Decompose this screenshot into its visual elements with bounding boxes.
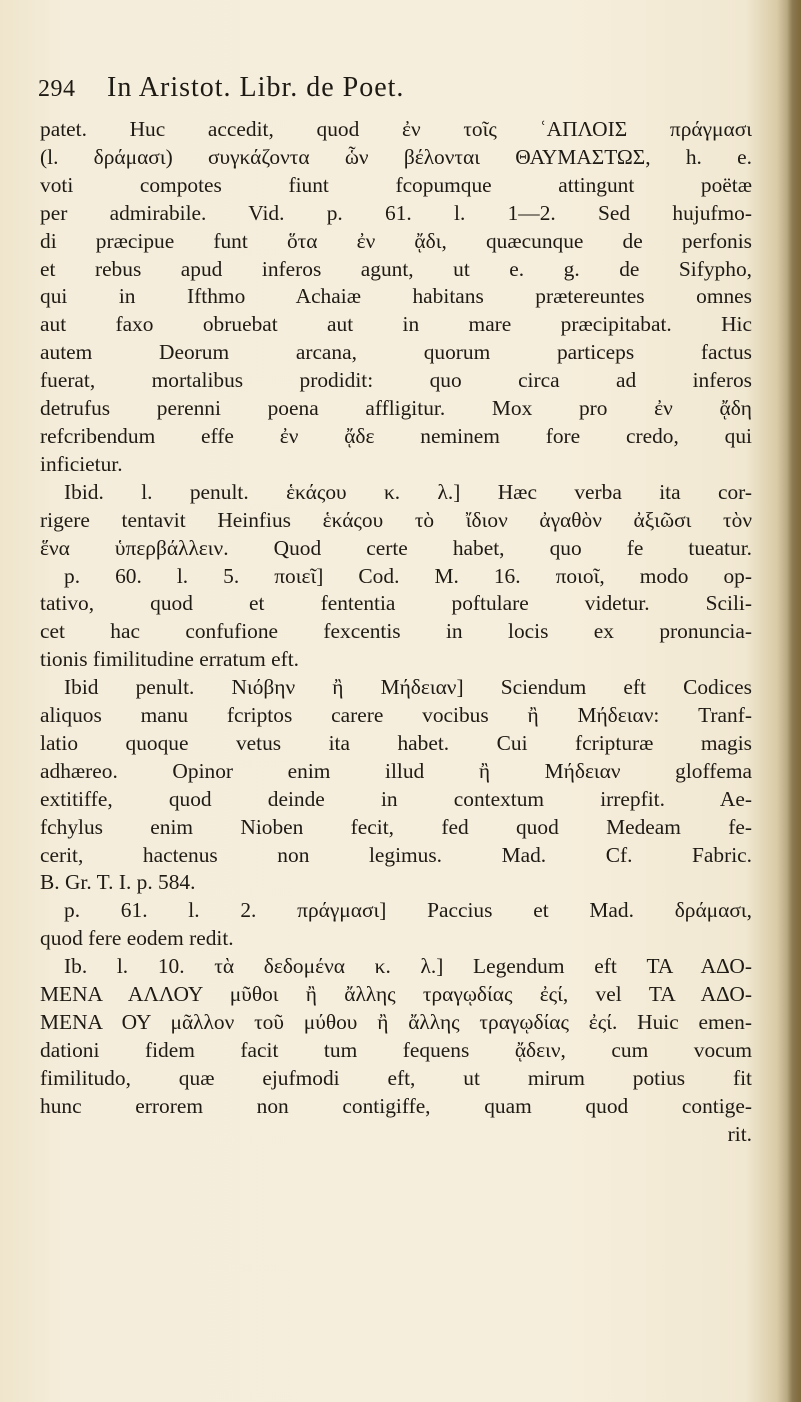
page-number: 294 [38, 76, 76, 102]
text-line: qui in Ifthmo Achaiæ habitans prætereuntes omnes [40, 284, 752, 309]
running-title: In Aristot. Libr. de Poet. [107, 72, 405, 103]
text-line: ΜΕΝΑ ΑΛΛΟΥ μῦθοι ἢ ἄλλης τραγῳδίας ἐςί, vel ΤΑ ΑΔΟ- [40, 982, 752, 1007]
text-line: aliquos manu fcriptos carere vocibus ἢ Μήδειαν: Tranf- [40, 703, 752, 728]
text-line: extitiffe, quod deinde in contextum irrepfit. Ae- [40, 786, 752, 811]
text-line: cet hac confufione fexcentis in locis ex pronuncia- [40, 619, 752, 644]
text-line: fchylus enim Nioben fecit, fed quod Medeam fe- [40, 814, 752, 839]
page-edge-shadow [787, 0, 801, 1402]
text-line: refcribendum effe ἐν ᾄδε neminem fore credo, qui [40, 423, 752, 448]
text-line: p. 61. l. 2. πράγμασι] Paccius et Mad. δράμασι, [64, 898, 752, 923]
text-line: hunc errorem non contigiffe, quam quod contige- [40, 1093, 752, 1118]
text-line: detrufus perenni poena affligitur. Mox pro ἐν ᾄδη [40, 396, 752, 421]
text-line: voti compotes fiunt fcopumque attingunt poëtæ [40, 172, 752, 197]
body-text [40, 116, 752, 1149]
text-line: tionis fimilitudine erratum eft. [40, 647, 300, 672]
text-line: per admirabile. Vid. p. 61. l. 1—2. Sed hujufmo- [40, 200, 752, 225]
text-line: fuerat, mortalibus prodidit: quo circa ad inferos [40, 368, 752, 393]
text-line: inficietur. [40, 451, 123, 476]
text-line: p. 60. l. 5. ποιεῖ] Cod. M. 16. ποιοῖ, modo op- [64, 563, 752, 588]
text-line: Ib. l. 10. τὰ δεδομένα κ. λ.] Legendum eft ΤΑ ΑΔΟ- [64, 954, 752, 979]
text-line: rit. [727, 1121, 752, 1146]
text-line: latio quoque vetus ita habet. Cui fcripturæ magis [40, 730, 752, 755]
text-line: ἕνα ὑπερβάλλειν. Quod certe habet, quo fe tueatur. [40, 535, 752, 560]
text-line: cerit, hactenus non legimus. Mad. Cf. Fabric. [40, 842, 752, 867]
text-line: Ibid penult. Νιόβην ἢ Μήδειαν] Sciendum eft Codices [64, 675, 752, 700]
text-line: Ibid. l. penult. ἑκάςου κ. λ.] Hæc verba ita cor- [64, 479, 752, 504]
text-line: rigere tentavit Heinfius ἑκάςου τὸ ἴδιον ἀγαθὸν ἀξιῶσι τὸν [40, 507, 752, 532]
text-line: aut faxo obruebat aut in mare præcipitabat. Hic [40, 312, 752, 337]
text-line: quod fere eodem redit. [40, 926, 234, 951]
text-line: patet. Huc accedit, quod ἐν τοῖς ʿΑΠΛΟΙΣ πράγμασι [40, 117, 752, 141]
text-line: (l. δράμασι) συγκάζοντα ὧν βέλονται ΘΑΥΜΑΣΤΩΣ, h. e. [40, 144, 752, 169]
text-line: adhæreo. Opinor enim illud ἢ Μήδειαν gloffema [40, 758, 752, 783]
text-line: ΜΕΝΑ ΟΥ μᾶλλον τοῦ μύθου ἢ ἄλλης τραγῳδίας ἐςί. Huic emen- [40, 1010, 752, 1034]
text-line: B. Gr. T. I. p. 584. [40, 870, 196, 895]
text-line: tativo, quod et fententia poftulare videtur. Scili- [40, 591, 752, 616]
page-header [38, 72, 758, 112]
text-line: et rebus apud inferos agunt, ut e. g. de Sifypho, [40, 256, 752, 281]
text-line: dationi fidem facit tum fequens ᾄδειν, cum vocum [40, 1037, 752, 1062]
text-line: fimilitudo, quæ ejufmodi eft, ut mirum potius fit [40, 1065, 752, 1090]
text-line: di præcipue funt ὅτα ἐν ᾄδι, quæcunque de perfonis [40, 228, 752, 253]
text-line: autem Deorum arcana, quorum particeps factus [40, 340, 752, 365]
